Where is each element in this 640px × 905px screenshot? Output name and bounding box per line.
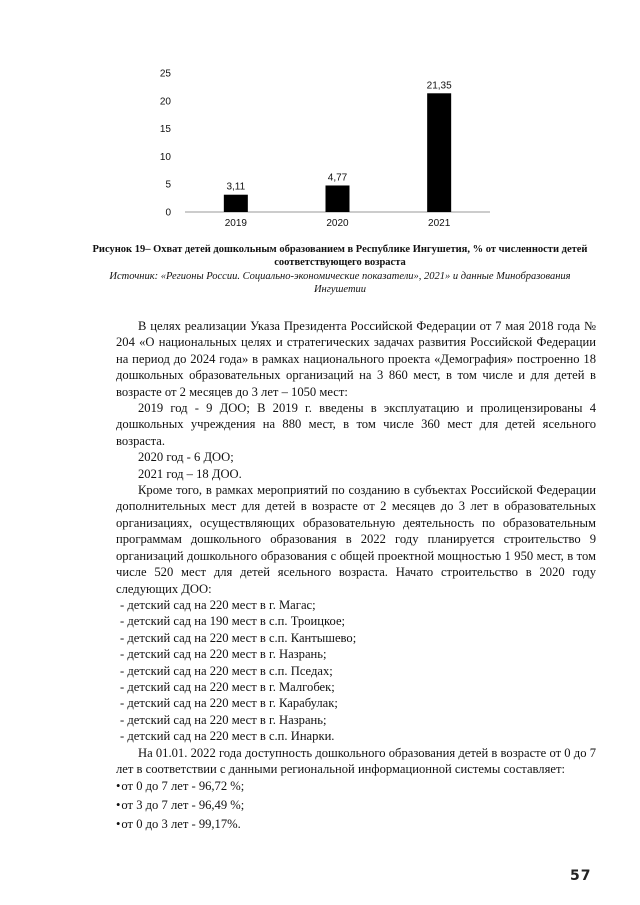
y-tick-label: 10 [159,151,171,163]
bullet-item: • от 0 до 7 лет - 96,72 %; [116,777,596,796]
bar-2019 [224,195,248,212]
coverage-bar-chart [0,0,640,240]
x-tick-label-2020: 2020 [326,218,349,229]
list-item: - детский сад на 220 мест в с.п. Кантышево; [120,630,357,645]
paragraph-2020: 2020 год - 6 ДОО; [138,450,234,465]
body-text [116,318,596,834]
list-item: - детский сад на 220 мест в г. Карабулак; [120,696,338,711]
bar-2020 [326,185,350,212]
list-item: - детский сад на 220 мест в г. Назрань; [120,647,327,662]
paragraph-availability: На 01.01. 2022 года доступность дошкольного образования детей в возрасте от 0 до 7 лет в соответствии с данными региональной информационной системы составляет: [116,745,596,776]
availability-list [116,777,596,834]
y-tick-label: 25 [159,68,171,80]
list-item: - детский сад на 220 мест в г. Магас; [120,597,316,612]
paragraph-1: В целях реализации Указа Президента Российской Федерации от 7 мая 2018 года № 204 «О национальных целях и стратегических задачах развития Российской Федерации на период до 2024 года» в рамках национального проекта «Демография» построенно 18 дошкольных образовательных организаций на 3 860 мест, в том числе и для детей в возрасте от 2 месяцев до 3 лет – 1050 мест: [116,319,596,399]
data-label-2020: 4,77 [327,172,348,184]
bar-2021 [427,93,451,212]
data-label-2021: 21,35 [426,80,452,92]
x-tick-label-2019: 2019 [224,218,247,229]
paragraph-additional-places: Кроме того, в рамках мероприятий по созданию в субъектах Российской Федерации дополнительных мест для детей в возрасте от 2 месяцев до 3 лет в образовательных организациях, осуществляющих образовательную деятельность по образовательным программам дошкольного образования в 2022 году планируется строительство 9 организаций дошкольного образования с общей проектной мощностью 1 950 мест, в том числе 520 мест для детей ясельного возраста. Начато строительство в 2020 году следующих ДОО: [116,483,596,596]
list-item: - детский сад на 220 мест в г. Назрань; [120,712,327,727]
y-tick-label: 20 [159,96,171,108]
paragraph-2019: 2019 год - 9 ДОО; В 2019 г. введены в эксплуатацию и пролицензированы 4 дошкольных учреждения на 880 мест, в том числе 360 мест для детей ясельного возраста. [116,401,596,448]
y-tick-label: 5 [165,179,171,191]
x-tick-label-2021: 2021 [428,218,451,229]
data-label-2019: 3,11 [226,181,246,193]
kindergarten-list [116,597,596,745]
list-item: - детский сад на 220 мест в с.п. Пседах; [120,663,333,678]
list-item: - детский сад на 220 мест в с.п. Инарки. [120,729,335,744]
y-tick-label: 0 [165,207,171,219]
list-item: - детский сад на 190 мест в с.п. Троицкое; [120,614,346,629]
list-item: - детский сад на 220 мест в г. Малгобек; [120,679,335,694]
bullet-item: • от 3 до 7 лет - 96,49 %; [116,796,596,815]
page-number: 57 [570,868,592,884]
figure-caption: Рисунок 19– Охват детей дошкольным образованием в Республике Ингушетия, % от численности детей соответствующего возраста [92,244,588,268]
y-tick-label: 15 [159,124,171,136]
bullet-item: • от 0 до 3 лет - 99,17%. [116,815,596,834]
paragraph-2021: 2021 год – 18 ДОО. [138,466,242,481]
figure-source: Источник: «Регионы России. Социально-экономические показатели», 2021» и данные Минобразования Ингушетии [109,271,571,295]
